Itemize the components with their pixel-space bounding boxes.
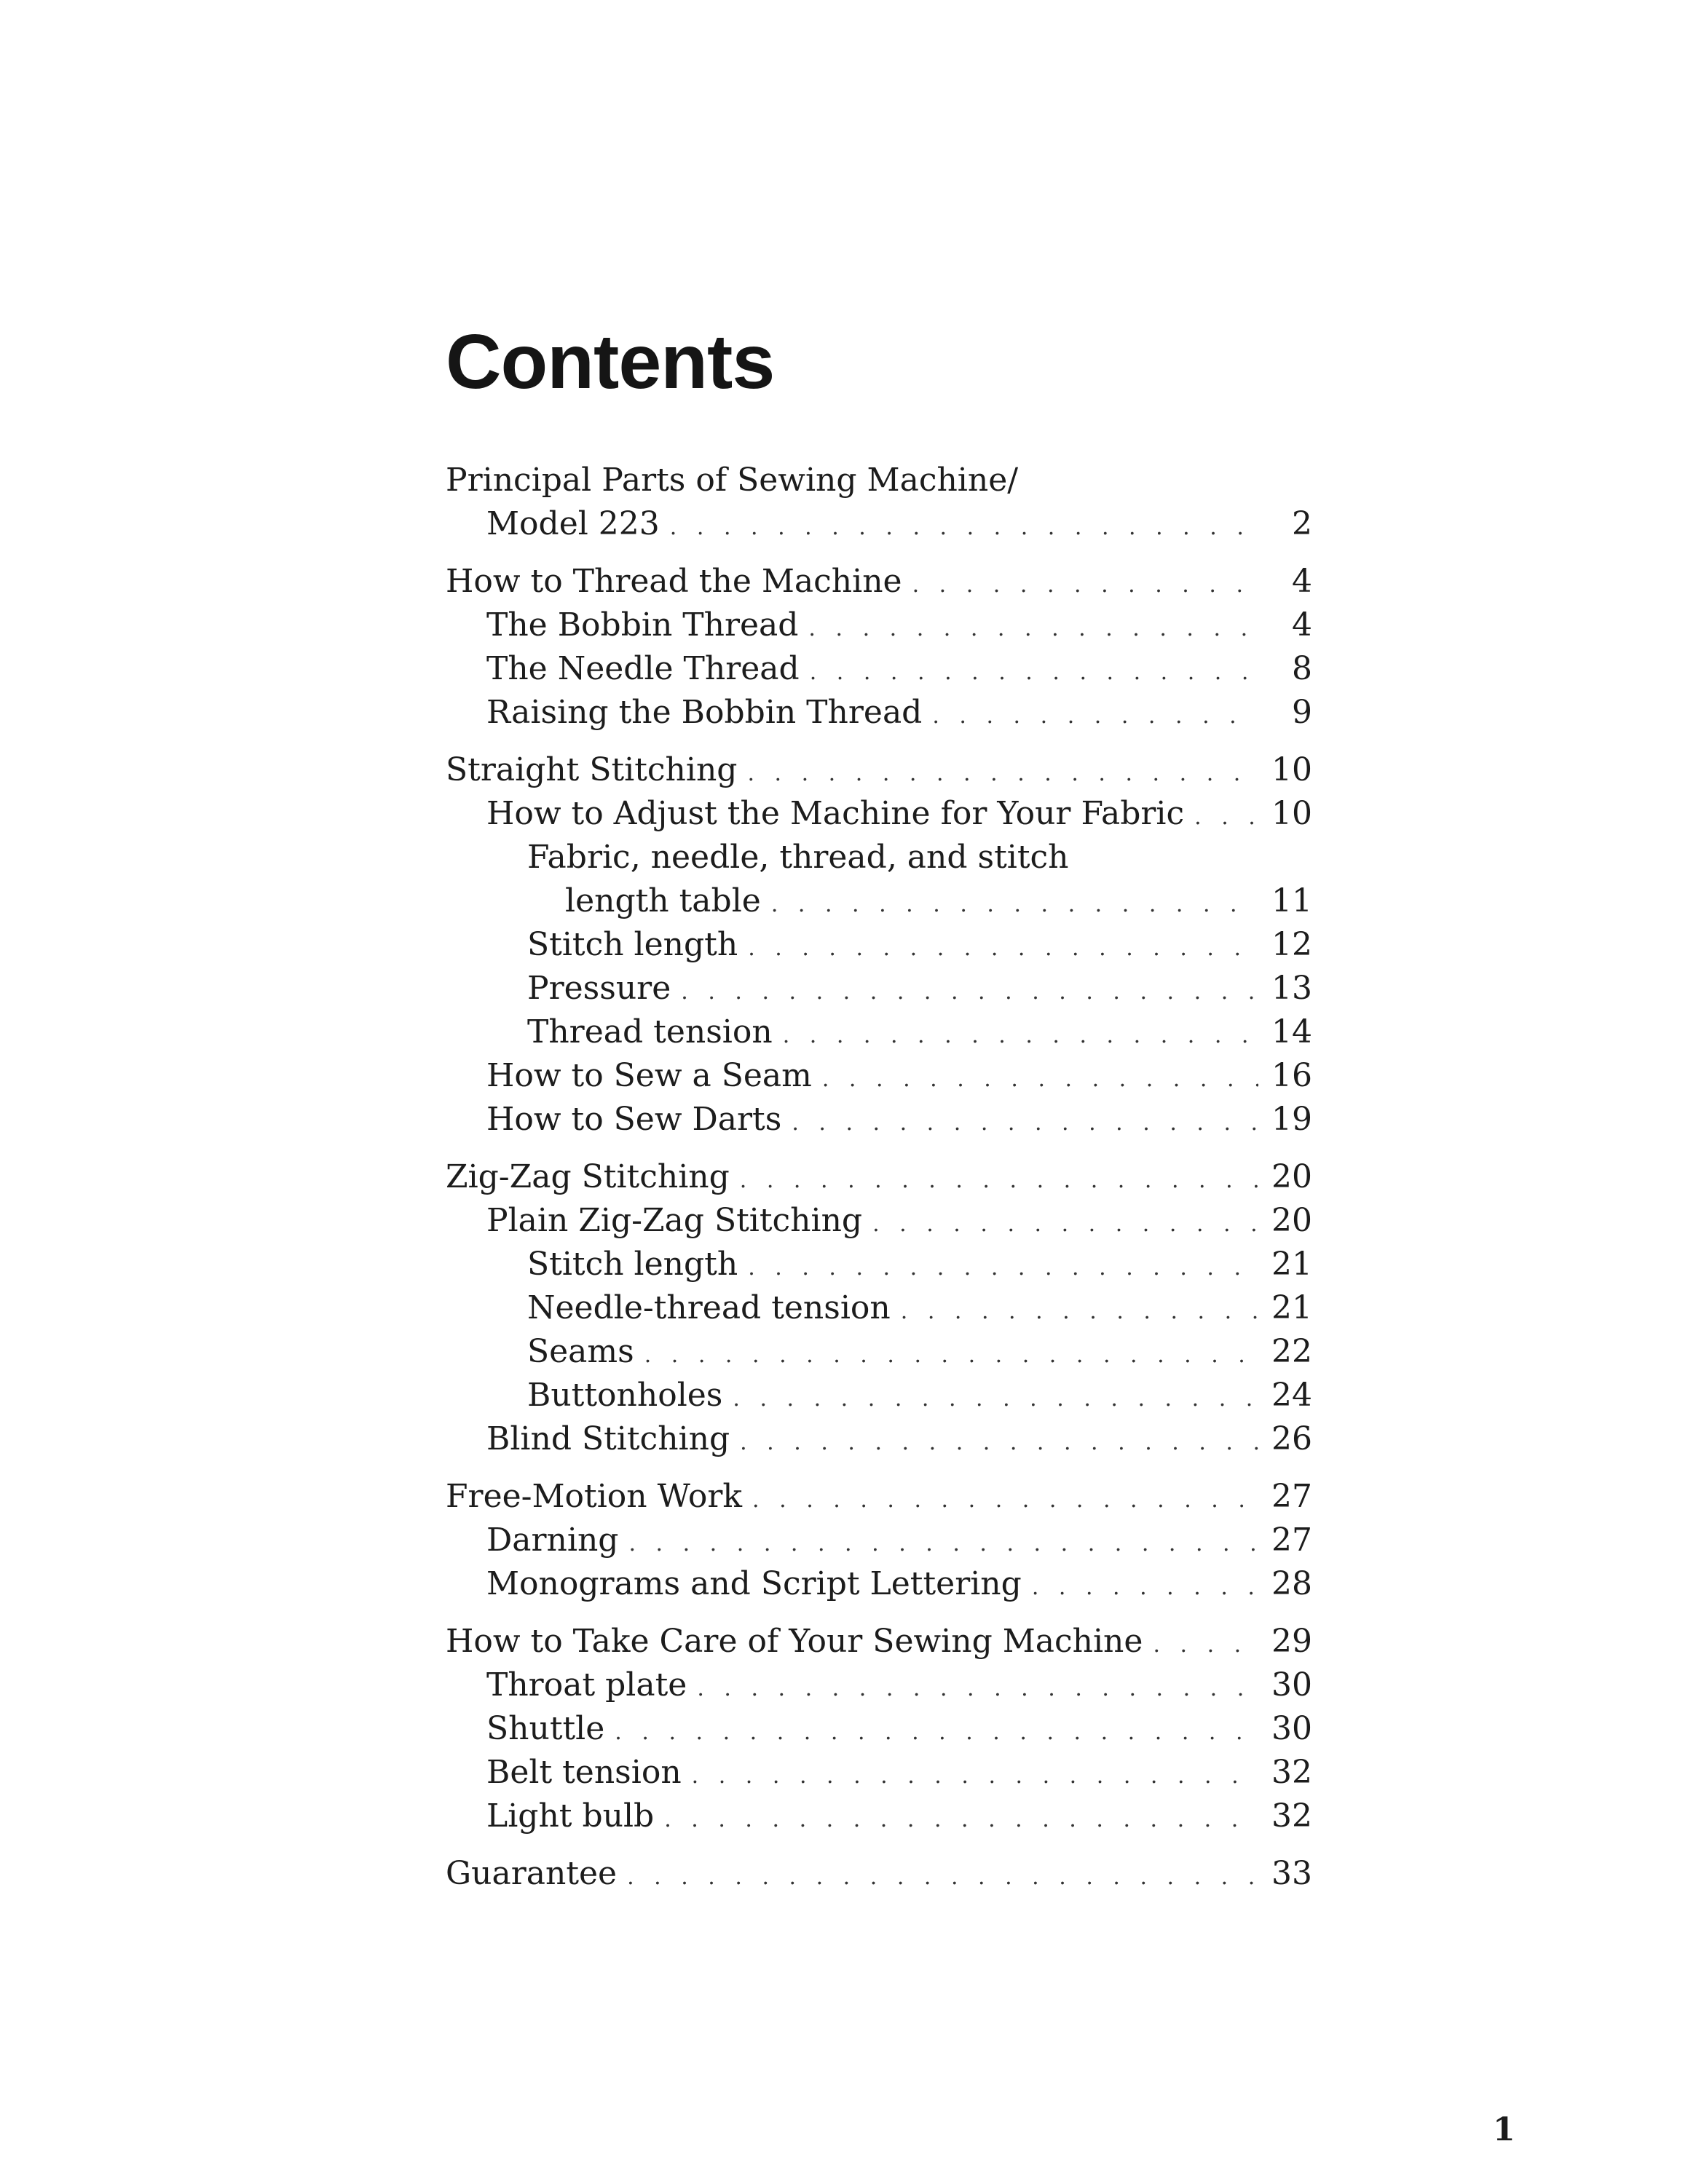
- toc-entry-page: 32: [1271, 1754, 1312, 1791]
- toc-entry-label: Zig-Zag Stitching: [446, 1158, 730, 1195]
- toc-entry-page: 24: [1271, 1377, 1312, 1414]
- toc-entry: [446, 502, 1312, 546]
- toc-entry-page: 16: [1271, 1057, 1312, 1094]
- toc-entry: [446, 647, 1312, 691]
- dot-leader: [733, 1377, 1258, 1421]
- toc-entry-label: Plain Zig-Zag Stitching: [486, 1202, 863, 1239]
- toc-entry-label: Model 223: [486, 505, 660, 542]
- toc-entry-label: How to Sew Darts: [486, 1101, 782, 1138]
- dot-leader: [627, 1856, 1258, 1899]
- toc-entry-page: 21: [1271, 1246, 1312, 1283]
- toc-section: [446, 459, 1312, 546]
- dot-leader: [810, 651, 1258, 695]
- toc-entry-page: 26: [1271, 1420, 1312, 1457]
- toc-entry: [446, 1054, 1312, 1098]
- dot-leader: [615, 1711, 1258, 1754]
- toc-entry: [446, 1751, 1312, 1795]
- dot-leader: [692, 1754, 1258, 1798]
- toc-entry-label: Stitch length: [527, 926, 738, 963]
- toc-entry: [446, 560, 1312, 604]
- page-number: 1: [1493, 2111, 1515, 2148]
- toc-entry-label: How to Thread the Machine: [446, 563, 902, 600]
- toc-entry-page: 28: [1271, 1565, 1312, 1602]
- toc-entry-label: How to Adjust the Machine for Your Fabric: [486, 795, 1185, 832]
- toc-entry: [446, 604, 1312, 647]
- toc-entry-page: 10: [1271, 751, 1312, 788]
- toc-entry-page: 11: [1271, 882, 1312, 919]
- toc-entry: [446, 923, 1312, 967]
- toc-section: [446, 1155, 1312, 1461]
- toc-entry-label: Blind Stitching: [486, 1420, 730, 1457]
- dot-leader: [681, 970, 1258, 1014]
- dot-leader: [670, 506, 1258, 550]
- toc-entry: [446, 1098, 1312, 1142]
- toc-entry: [446, 1475, 1312, 1519]
- dot-leader: [901, 1290, 1258, 1334]
- toc-entry-page: 27: [1271, 1478, 1312, 1515]
- dot-leader: [747, 752, 1258, 796]
- toc-entry-label: Fabric, needle, thread, and stitch: [527, 839, 1069, 876]
- page-title: Contents: [446, 319, 775, 405]
- dot-leader: [912, 563, 1258, 607]
- toc-entry-label: Pressure: [527, 970, 671, 1007]
- dot-leader: [822, 1058, 1258, 1101]
- toc-entry: [446, 1010, 1312, 1054]
- dot-leader: [808, 607, 1258, 651]
- toc-entry: [446, 1286, 1312, 1330]
- toc-entry-label: Shuttle: [486, 1710, 605, 1747]
- toc-entry-page: 30: [1271, 1710, 1312, 1747]
- toc-entry: [446, 1795, 1312, 1838]
- toc-entry: [446, 1199, 1312, 1243]
- toc-entry-label: Principal Parts of Sewing Machine/: [446, 462, 1019, 499]
- toc-entry-page: 8: [1292, 650, 1312, 687]
- dot-leader: [771, 883, 1258, 927]
- toc-entry: [446, 879, 1312, 923]
- toc-entry: [446, 967, 1312, 1010]
- toc-entry-page: 27: [1271, 1522, 1312, 1559]
- toc-entry: [446, 1155, 1312, 1199]
- dot-leader: [740, 1421, 1258, 1465]
- toc-entry: [446, 1562, 1312, 1606]
- toc-entry-label: Belt tension: [486, 1754, 682, 1791]
- toc-entry-page: 30: [1271, 1666, 1312, 1704]
- toc-entry-page: 32: [1271, 1797, 1312, 1835]
- toc-section: [446, 1852, 1312, 1896]
- toc-entry-label: How to Sew a Seam: [486, 1057, 812, 1094]
- toc-entry-label: The Needle Thread: [486, 650, 800, 687]
- dot-leader: [792, 1101, 1258, 1145]
- dot-leader: [783, 1014, 1258, 1058]
- toc-entry: [446, 1417, 1312, 1461]
- dot-leader: [752, 1479, 1258, 1522]
- dot-leader: [628, 1522, 1258, 1566]
- toc-entry-label: Buttonholes: [527, 1377, 723, 1414]
- toc-entry-page: 22: [1271, 1333, 1312, 1370]
- dot-leader: [697, 1667, 1258, 1711]
- table-of-contents: [446, 459, 1312, 1896]
- toc-entry: [446, 1620, 1312, 1663]
- toc-entry-label: Raising the Bobbin Thread: [486, 694, 923, 731]
- toc-entry-page: 10: [1271, 795, 1312, 832]
- toc-entry: [446, 691, 1312, 735]
- toc-entry: [446, 1663, 1312, 1707]
- toc-entry-page: 4: [1292, 563, 1312, 600]
- dot-leader: [748, 927, 1258, 970]
- dot-leader: [740, 1159, 1258, 1203]
- toc-entry-page: 21: [1271, 1289, 1312, 1326]
- toc-entry-page: 4: [1292, 606, 1312, 644]
- toc-entry: [446, 792, 1312, 836]
- toc-entry-page: 19: [1271, 1101, 1312, 1138]
- dot-leader: [1194, 796, 1258, 839]
- toc-entry-label: Light bulb: [486, 1797, 655, 1835]
- toc-entry: [446, 1374, 1312, 1417]
- toc-entry-label: Guarantee: [446, 1855, 618, 1892]
- toc-entry: [446, 1519, 1312, 1562]
- toc-entry-label: Free-Motion Work: [446, 1478, 743, 1515]
- toc-entry-page: 9: [1292, 694, 1312, 731]
- toc-entry-label: Monograms and Script Lettering: [486, 1565, 1022, 1602]
- toc-section: [446, 1620, 1312, 1838]
- toc-entry: [446, 748, 1312, 792]
- toc-entry-page: 20: [1271, 1202, 1312, 1239]
- toc-entry-label: Needle-thread tension: [527, 1289, 891, 1326]
- dot-leader: [1153, 1623, 1258, 1667]
- dot-leader: [932, 695, 1258, 738]
- toc-entry: [446, 1852, 1312, 1896]
- dot-leader: [664, 1798, 1258, 1842]
- dot-leader: [748, 1246, 1258, 1290]
- toc-entry-page: 33: [1271, 1855, 1312, 1892]
- toc-entry: [446, 1330, 1312, 1374]
- toc-entry-label: The Bobbin Thread: [486, 606, 799, 644]
- toc-entry: [446, 459, 1312, 502]
- toc-entry-page: 13: [1271, 970, 1312, 1007]
- toc-entry-page: 12: [1271, 926, 1312, 963]
- toc-entry-label: Thread tension: [527, 1013, 773, 1051]
- toc-entry-page: 29: [1271, 1623, 1312, 1660]
- toc-entry-page: 2: [1292, 505, 1312, 542]
- toc-entry-label: Straight Stitching: [446, 751, 738, 788]
- toc-entry-label: Throat plate: [486, 1666, 687, 1704]
- toc-section: [446, 560, 1312, 735]
- toc-section: [446, 1475, 1312, 1606]
- dot-leader: [1032, 1566, 1258, 1610]
- toc-entry-page: 14: [1271, 1013, 1312, 1051]
- dot-leader: [644, 1334, 1258, 1377]
- toc-entry: [446, 836, 1312, 879]
- toc-entry: [446, 1243, 1312, 1286]
- toc-section: [446, 748, 1312, 1142]
- toc-entry: [446, 1707, 1312, 1751]
- toc-entry-label: Darning: [486, 1522, 619, 1559]
- toc-entry-label: Seams: [527, 1333, 634, 1370]
- toc-entry-label: Stitch length: [527, 1246, 738, 1283]
- toc-entry-label: length table: [565, 882, 761, 919]
- dot-leader: [872, 1203, 1258, 1246]
- toc-entry-label: How to Take Care of Your Sewing Machine: [446, 1623, 1143, 1660]
- toc-entry-page: 20: [1271, 1158, 1312, 1195]
